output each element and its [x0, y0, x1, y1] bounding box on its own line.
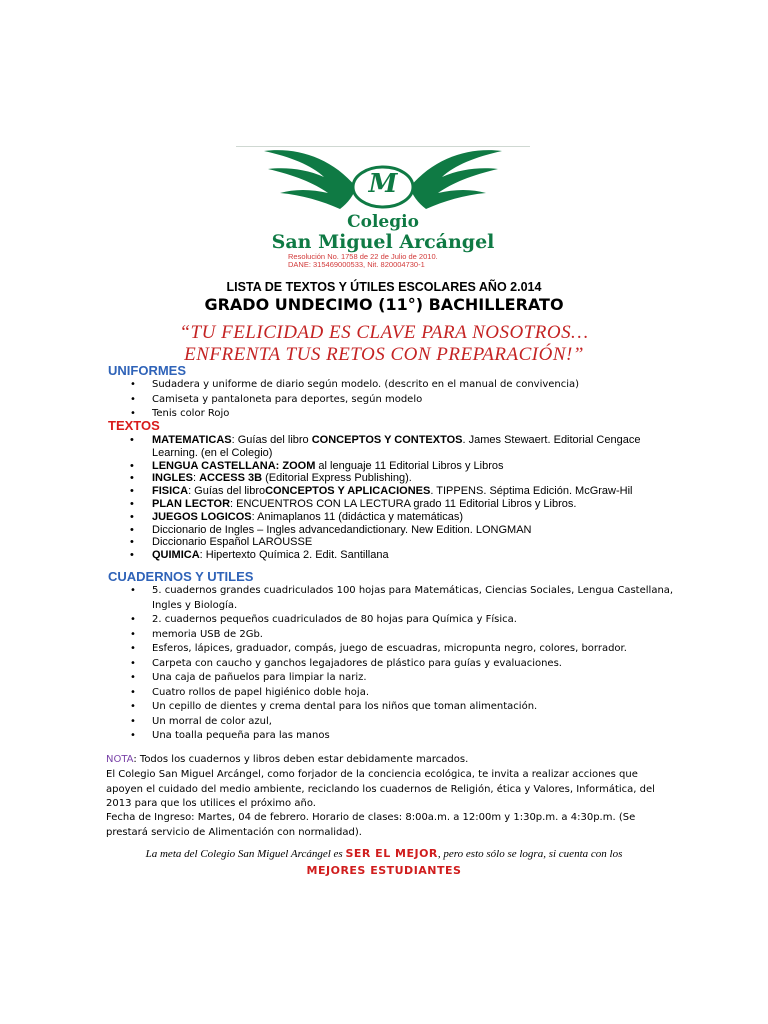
item-bold: INGLES: [152, 472, 193, 485]
list-item: [108, 485, 678, 498]
nota-label: NOTA: [106, 754, 134, 765]
list-item: [108, 549, 678, 562]
item-text: : ENCUENTROS CON LA LECTURA grado 11 Editorial Libros y Libros.: [230, 497, 577, 510]
list-item: • Camiseta y pantaloneta para deportes, según modelo: [108, 393, 678, 408]
item-text: : Animaplanos 11 (didáctica y matemáticas): [251, 510, 463, 523]
document-title: LISTA DE TEXTOS Y ÚTILES ESCOLARES AÑO 2.014: [226, 280, 542, 294]
item-bold: FISICA: [152, 485, 189, 498]
ecology-paragraph: El Colegio San Miguel Arcángel, como forjador de la conciencia ecológica, te invita a realizar acciones que apoyen el cuidado del medio ambiente, reciclando los cuadernos de Religión, ética y Valores, Informática, del 2013 para que los utilices el próximo año.: [106, 769, 655, 809]
list-item: • Tenis color Rojo: [108, 407, 678, 422]
logo-dane: DANE: 315469000533, Nit. 820004730-1: [288, 260, 425, 269]
list-item: [108, 434, 678, 460]
list-item: • Sudadera y uniforme de diario según modelo. (descrito en el manual de convivencia): [108, 378, 678, 393]
closing-line2: [0, 864, 768, 877]
list-item: • Una caja de pañuelos para limpiar la nariz.: [108, 671, 678, 686]
list-item: • Cuatro rollos de papel higiénico doble hoja.: [108, 686, 678, 701]
list-item: • 2. cuadernos pequeños cuadriculados de 80 hojas para Química y Física.: [108, 613, 678, 628]
item-bold: MATEMATICAS: [152, 434, 232, 446]
list-item: [108, 472, 678, 485]
motto-line2: ENFRENTA TUS RETOS CON PREPARACIÓN!”: [184, 344, 584, 365]
item-text: : Hipertexto Química 2. Edit. Santillana: [199, 549, 389, 562]
item-text: Diccionario de Ingles – Ingles advancedandictionary. New Edition. LONGMAN: [152, 523, 532, 536]
item-text: . TIPPENS. Séptima Edición. McGraw-Hil: [430, 485, 633, 498]
list-item: [108, 498, 678, 511]
logo-name-line1: Colegio: [347, 212, 419, 232]
item-text: :: [192, 472, 200, 485]
list-item: [108, 536, 678, 549]
closing-line1: [0, 847, 768, 860]
section-textos-title: TEXTOS: [108, 418, 160, 433]
closing-text: La meta del Colegio San Miguel Arcángel es: [145, 848, 346, 860]
school-logo: [236, 146, 530, 275]
grade-title: GRADO UNDECIMO (11°) BACHILLERATO: [204, 295, 564, 314]
textos-list: [108, 434, 678, 562]
item-bold: QUIMICA: [152, 549, 200, 562]
item-bold: ACCESS 3B: [199, 472, 263, 485]
item-text: : Guías del libro: [188, 485, 266, 498]
logo-resolution: Resolución No. 1758 de 22 de Julio de 2010.: [288, 252, 438, 261]
nota-text: : Todos los cuadernos y libros deben estar debidamente marcados.: [133, 754, 469, 765]
list-item: • Un cepillo de dientes y crema dental para los niños que toman alimentación.: [108, 700, 678, 715]
list-item: • Un morral de color azul,: [108, 715, 678, 730]
logo-monogram: M: [368, 169, 398, 199]
item-bold: PLAN LECTOR: [152, 497, 231, 510]
motto-line1: “TU FELICIDAD ES CLAVE PARA NOSOTROS…: [179, 322, 589, 343]
item-bold: CONCEPTOS Y CONTEXTOS: [311, 434, 463, 446]
list-item: • 5. cuadernos grandes cuadriculados 100 hojas para Matemáticas, Ciencias Sociales, Lengua Castellana, Ingles y Biología.: [108, 584, 678, 613]
item-bold: CONCEPTOS Y APLICACIONES: [265, 485, 431, 498]
list-item: • Una toalla pequeña para las manos: [108, 729, 678, 744]
section-cuadernos-title: CUADERNOS Y UTILES: [108, 569, 254, 584]
list-item: [108, 511, 678, 524]
item-bold: LENGUA CASTELLANA: ZOOM: [152, 459, 316, 472]
item-text: Diccionario Español LAROUSSE: [152, 536, 313, 549]
nota-line: [106, 753, 666, 768]
uniformes-list: [108, 378, 678, 422]
item-text: : Guías del libro: [231, 434, 312, 446]
closing-text: , pero esto sólo se logra, si cuenta con los: [437, 848, 623, 860]
closing-highlight: SER EL MEJOR: [345, 847, 438, 860]
logo-name-line2: San Miguel Arcángel: [271, 231, 495, 253]
section-uniformes-title: UNIFORMES: [108, 363, 186, 378]
item-text: al lenguaje 11 Editorial Libros y Libros: [315, 459, 504, 472]
list-item: • memoria USB de 2Gb.: [108, 628, 678, 643]
item-bold: JUEGOS LOGICOS: [152, 510, 252, 523]
list-item: • Esferos, lápices, graduador, compás, juego de escuadras, micropunta negro, colores, borrador.: [108, 642, 678, 657]
item-text: (Editorial Express Publishing).: [262, 472, 412, 485]
list-item: [108, 460, 678, 473]
closing-highlight: MEJORES ESTUDIANTES: [306, 864, 462, 877]
item-text: . James Stewaert. Editorial Cengace Learning. (en el Colegio): [152, 434, 641, 459]
list-item: [108, 524, 678, 537]
list-item: • Carpeta con caucho y ganchos legajadores de plástico para guías y evaluaciones.: [108, 657, 678, 672]
cuadernos-list: [108, 584, 678, 744]
schedule-paragraph: Fecha de Ingreso: Martes, 04 de febrero. Horario de clases: 8:00a.m. a 12:00m y 1:30p.m. a 4:30p.m. (Se prestará servicio de Alimentación con normalidad).: [106, 812, 636, 838]
